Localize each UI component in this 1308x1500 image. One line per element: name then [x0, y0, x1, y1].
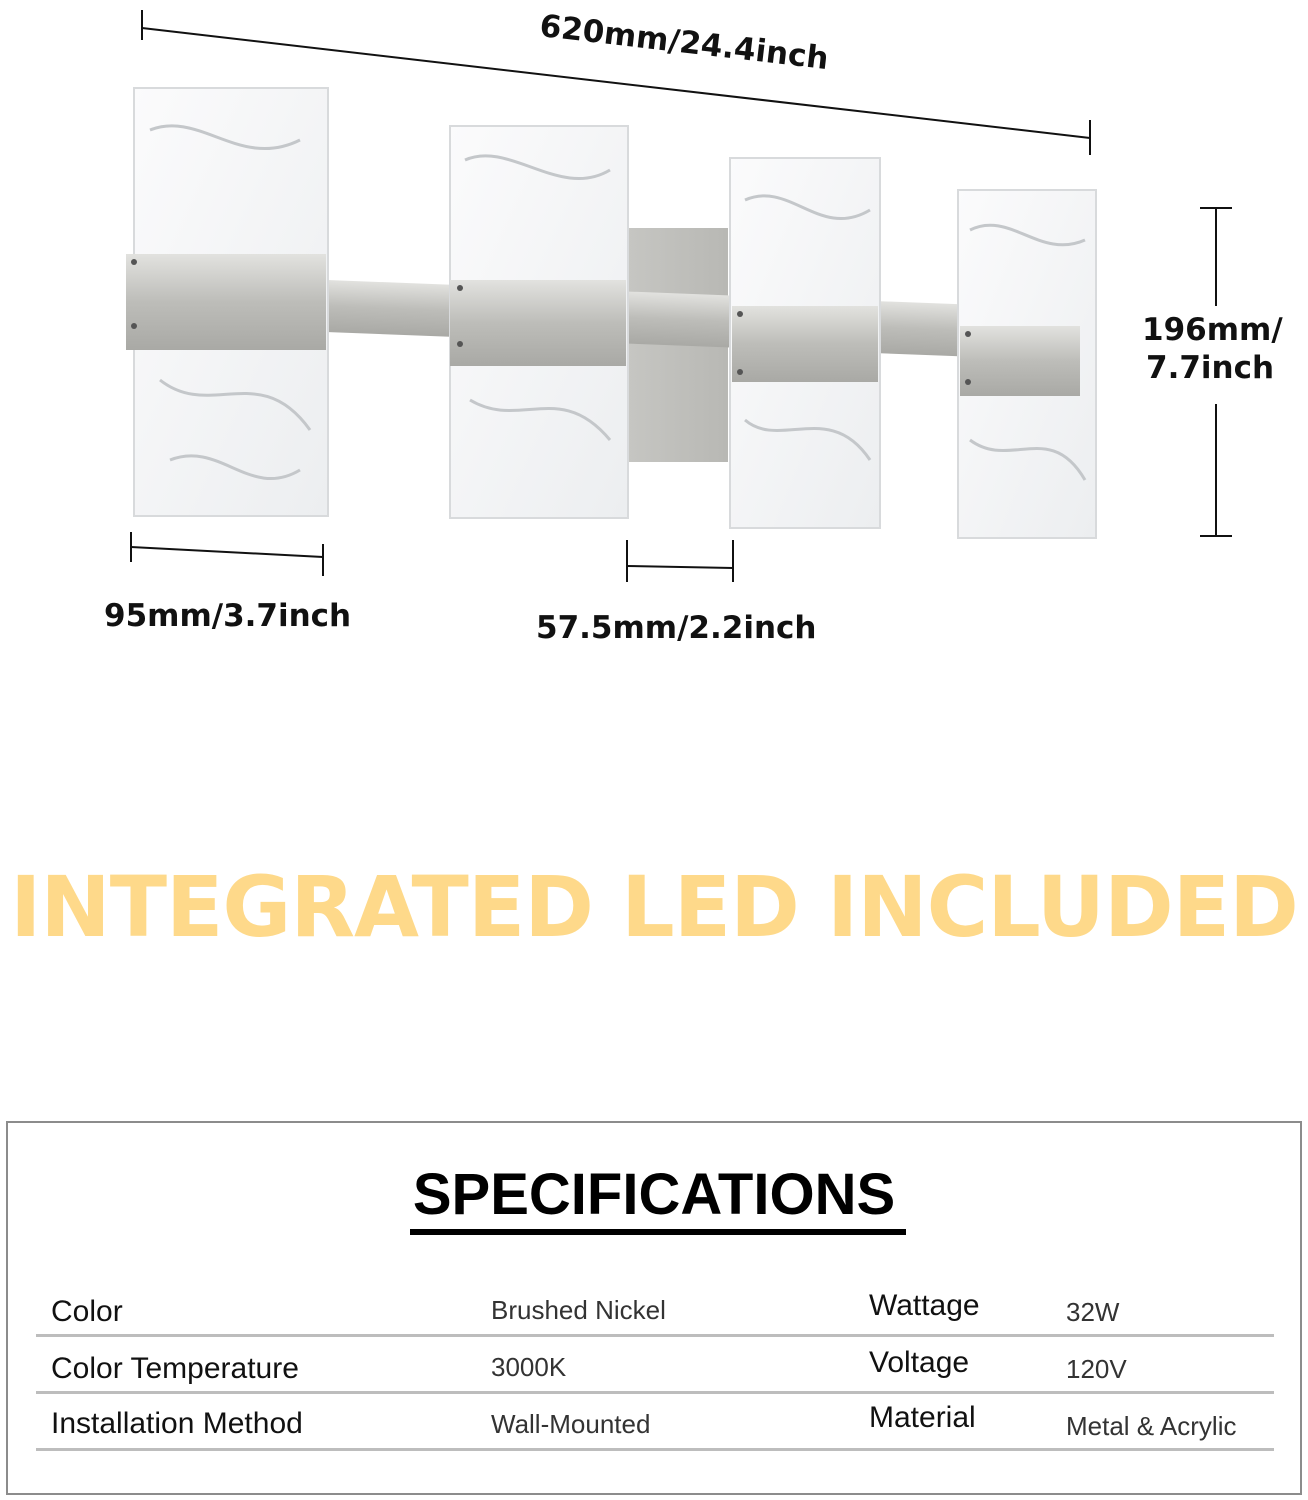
spec-label: Voltage	[869, 1346, 970, 1379]
specifications-title: SPECIFICATIONS	[412, 1162, 896, 1227]
width-dimension-label: 620mm/24.4inch	[537, 8, 831, 78]
spec-row	[36, 1393, 1274, 1451]
height-dimension-label-line2: 7.7inch	[1146, 350, 1275, 386]
spec-value: Brushed Nickel	[491, 1295, 666, 1325]
spec-value: 3000K	[491, 1352, 567, 1382]
spec-value: 120V	[1066, 1354, 1127, 1384]
nickel-band	[960, 326, 1080, 396]
spec-value: 32W	[1066, 1297, 1120, 1327]
nickel-band	[450, 280, 626, 366]
title-underline	[410, 1229, 906, 1235]
spec-row	[36, 1336, 1274, 1394]
row-divider	[36, 1448, 1274, 1451]
nickel-band	[732, 306, 878, 382]
spec-label: Material	[869, 1401, 976, 1434]
height-dimension-label-line1: 196mm/	[1142, 312, 1283, 348]
spec-label: Installation Method	[51, 1407, 303, 1440]
shade-width-label: 95mm/3.7inch	[104, 598, 352, 634]
spec-value: Metal & Acrylic	[1066, 1411, 1237, 1441]
nickel-band	[126, 254, 326, 350]
spec-value: Wall-Mounted	[491, 1409, 651, 1439]
spec-label: Wattage	[869, 1289, 980, 1322]
integrated-led-banner: INTEGRATED LED INCLUDED	[10, 858, 1298, 956]
gap-dimension-line	[627, 540, 733, 582]
gap-dimension-label: 57.5mm/2.2inch	[536, 610, 817, 646]
specifications-panel	[6, 1121, 1302, 1495]
spec-label: Color Temperature	[51, 1352, 299, 1385]
fixture-illustration	[0, 0, 1308, 700]
spec-label: Color	[51, 1295, 123, 1328]
shade-width-dimension-line	[131, 532, 323, 576]
spec-row	[36, 1279, 1274, 1337]
